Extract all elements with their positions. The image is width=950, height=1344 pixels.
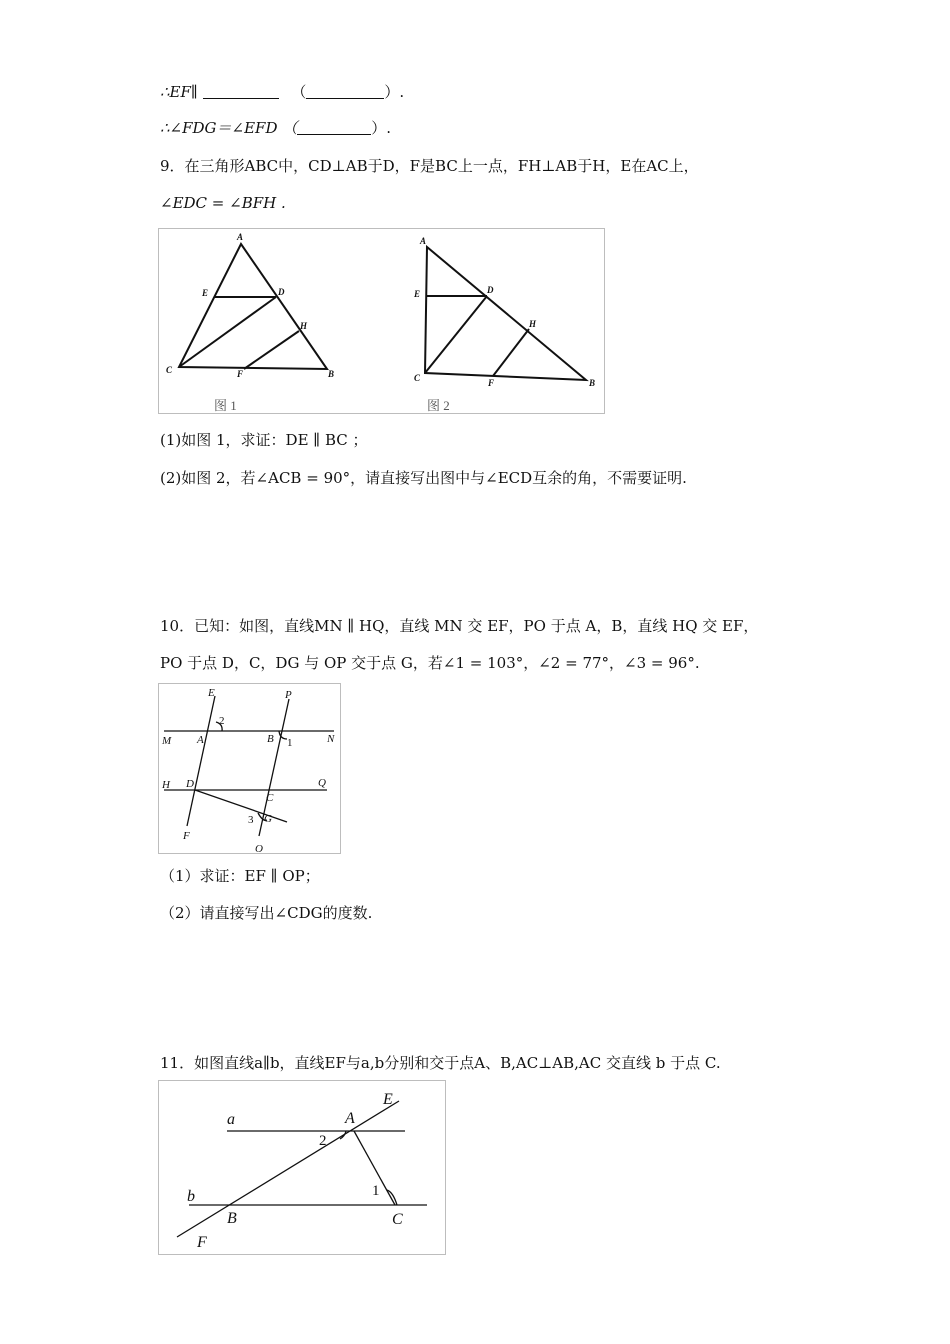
label-f: F	[197, 1234, 207, 1251]
q9-figure	[158, 228, 605, 414]
q11-statement-1: 11．如图直线a∥b，直线EF与a,b分别和交于点A、B,AC⊥AB,AC 交直线 b 于点 C.	[160, 1054, 721, 1072]
q10-part-1: （1）求证：EF ∥ OP；	[160, 867, 320, 885]
close-paren-2: ）.	[371, 119, 392, 137]
label-h-fig2: H	[529, 319, 537, 329]
open-paren: （	[291, 83, 307, 101]
label-a: A	[197, 734, 204, 746]
label-n: N	[327, 733, 335, 745]
label-q: Q	[318, 777, 326, 789]
label-b-line: b	[187, 1188, 195, 1205]
label-b-fig1: B	[328, 369, 335, 379]
label-d: D	[186, 778, 194, 790]
label-point-a: A	[345, 1110, 355, 1127]
label-e-fig2: E	[414, 289, 421, 299]
q10-statement-2: PO 于点 D，C，DG 与 OP 交于点 G，若∠1 = 103°，∠2 = 77°，∠3 = 96°.	[160, 654, 700, 672]
line-ef	[177, 1101, 399, 1237]
q9-statement-2: ∠EDC = ∠BFH .	[160, 194, 286, 212]
label-g: G	[264, 813, 272, 825]
q10-figure	[158, 683, 341, 854]
q9-part-1: (1)如图 1，求证：DE ∥ BC ；	[160, 431, 368, 449]
label-h-fig1: H	[300, 321, 308, 331]
label-o: O	[255, 843, 263, 853]
q9-diagram	[159, 229, 604, 413]
q10-statement-1: 10．已知：如图，直线MN ∥ HQ，直线 MN 交 EF，PO 于点 A，B，直线 HQ 交 EF，	[160, 617, 759, 635]
label-a-fig1: A	[237, 232, 244, 242]
label-point-b: B	[227, 1210, 237, 1227]
answer-blank-1[interactable]	[203, 84, 279, 99]
label-b: B	[267, 733, 274, 745]
label-e: E	[208, 687, 215, 699]
label-b-fig2: B	[589, 378, 596, 388]
label-a-line: a	[227, 1111, 235, 1128]
q11-figure	[158, 1080, 446, 1255]
label-c-fig1: C	[166, 365, 173, 375]
q10-part-2: （2）请直接写出∠CDG的度数.	[160, 904, 373, 922]
label-f: F	[183, 830, 190, 842]
segment-cd-fig2	[425, 296, 487, 373]
label-angle-2: 2	[319, 1133, 327, 1149]
label-angle-1: 1	[372, 1183, 380, 1199]
label-h: H	[162, 779, 170, 791]
label-f-fig1: F	[237, 369, 244, 379]
q9-part-2: (2)如图 2，若∠ACB = 90°，请直接写出图中与∠ECD互余的角，不需要证明.	[160, 469, 687, 487]
q9-statement-1: 9．在三角形ABC中，CD⊥AB于D，F是BC上一点，FH⊥AB于H，E在AC上，	[160, 157, 699, 175]
label-f-fig2: F	[488, 378, 495, 388]
label-a-fig2: A	[420, 236, 427, 246]
line-angle-fdg	[160, 118, 391, 138]
caption-fig1: 图 1	[214, 398, 237, 413]
label-d-fig1: D	[278, 287, 285, 297]
label-c: C	[266, 792, 274, 804]
close-paren: ）.	[384, 83, 405, 101]
segment-fh-fig2	[493, 329, 529, 376]
label-d-fig2: D	[487, 285, 494, 295]
line-ef-parallel	[160, 82, 404, 102]
label-p: P	[285, 689, 292, 701]
ef-parallel-text: ∴EF∥	[160, 83, 198, 101]
caption-fig2: 图 2	[427, 398, 450, 413]
q10-diagram	[159, 684, 340, 853]
line-ef	[187, 696, 215, 826]
angle-fdg-text: ∴∠FDG＝∠EFD （	[160, 119, 298, 137]
label-e-fig1: E	[202, 288, 209, 298]
answer-blank-2[interactable]	[306, 84, 384, 99]
answer-blank-3[interactable]	[297, 120, 371, 135]
label-e: E	[383, 1091, 393, 1108]
label-m: M	[162, 735, 172, 747]
label-angle-2: 2	[219, 715, 225, 727]
label-c-fig2: C	[414, 373, 421, 383]
label-angle-3: 3	[248, 814, 254, 826]
label-point-c: C	[392, 1211, 403, 1228]
label-angle-1: 1	[287, 737, 293, 749]
segment-fh-fig1	[244, 331, 299, 369]
q11-diagram	[159, 1081, 445, 1254]
